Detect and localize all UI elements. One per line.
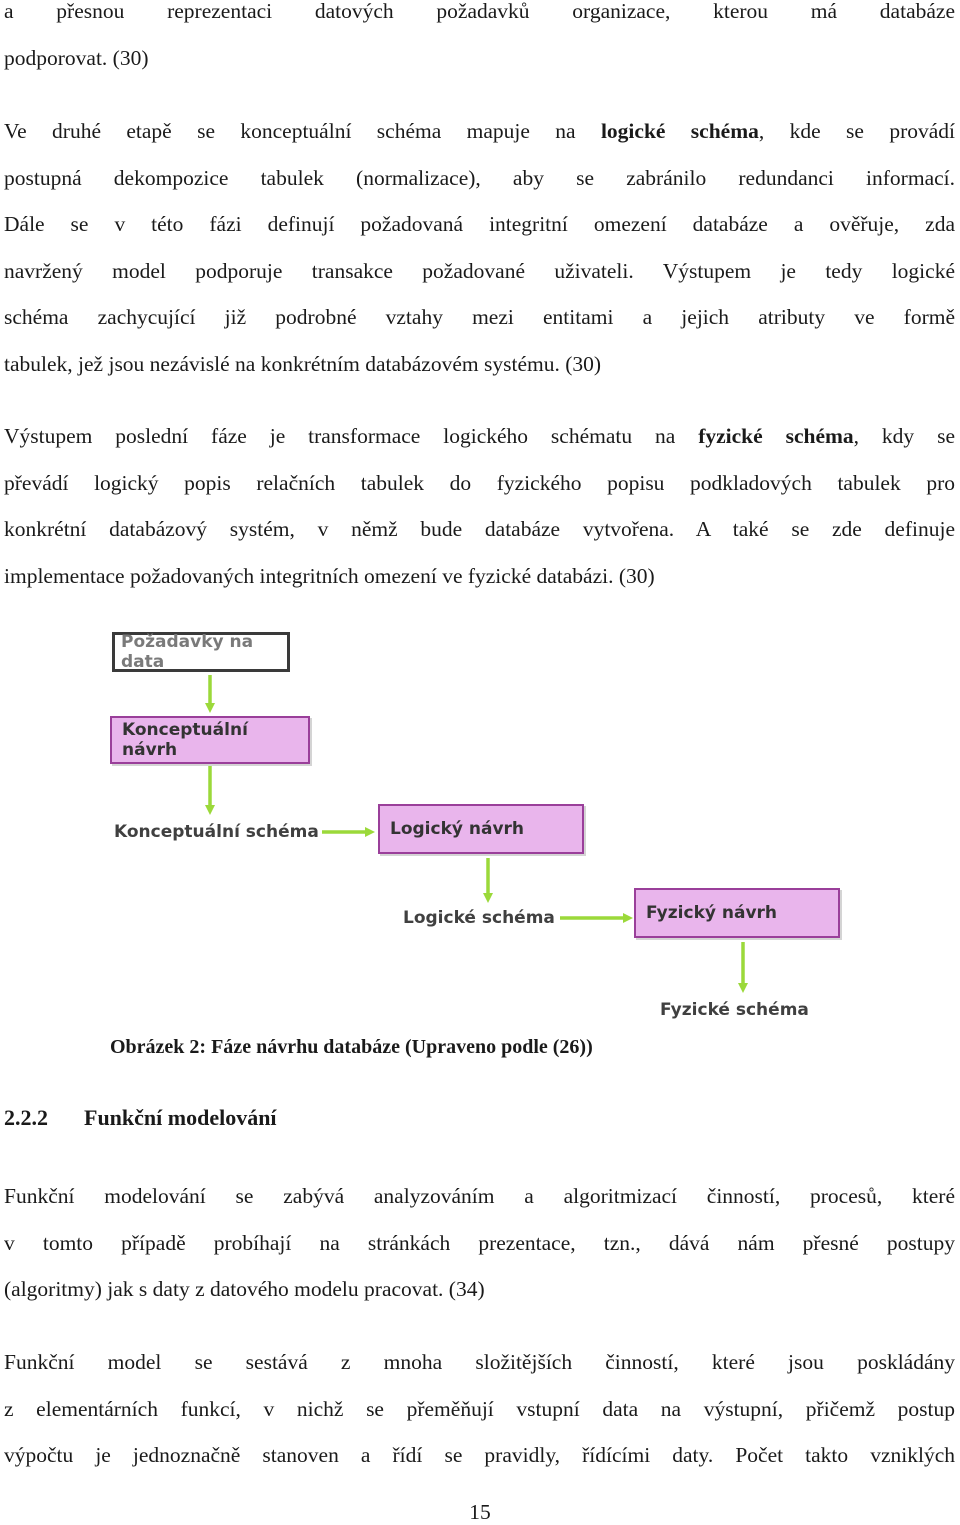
text-line: Funkční modelování se zabývá analyzováním a algoritmizací činností, procesů, které xyxy=(4,1184,955,1208)
text-line: výpočtu je jednoznačně stanoven a řídí se pravidly, řídícími daty. Počet takto vzniklých xyxy=(4,1443,955,1467)
paragraph-2 xyxy=(4,108,955,387)
page-number: 15 xyxy=(469,1500,491,1524)
text-line: Výstupem poslední fáze je transformace logického schématu na fyzické schéma, kdy se xyxy=(4,424,955,448)
section-title: Funkční modelování xyxy=(84,1105,277,1130)
text-line: Ve druhé etapě se konceptuální schéma mapuje na logické schéma, kde se provádí xyxy=(4,119,955,143)
box-logicky-navrh: Logický návrh xyxy=(378,804,584,854)
text-line: tabulek, jež jsou nezávislé na konkrétním databázovém systému. (30) xyxy=(4,351,602,376)
section-number: 2.2.2 xyxy=(4,1105,48,1130)
box-pozadavky-na-data: Požadavky na data xyxy=(112,632,290,672)
database-design-diagram xyxy=(100,620,860,1040)
text-line: převádí logický popis relačních tabulek do fyzického popisu podkladových tabulek pro xyxy=(4,470,955,495)
text-line: Funkční model se sestává z mnoha složitějších činností, které jsou poskládány xyxy=(4,1350,955,1374)
section-heading xyxy=(4,1105,277,1131)
text-line: navržený model podporuje transakce požadované uživateli. Výstupem je tedy logické xyxy=(4,258,955,283)
term-fyzicke-schema: fyzické schéma xyxy=(698,424,854,448)
paragraph-4 xyxy=(4,1173,955,1313)
text-line: konkrétní databázový systém, v němž bude databáze vytvořena. A také se zde definuje xyxy=(4,517,955,541)
text-line: postupná dekompozice tabulek (normalizace), aby se zabránilo redundanci informací. xyxy=(4,165,955,190)
label-fyzicke-schema: Fyzické schéma xyxy=(660,1000,809,1020)
text-line: v tomto případě probíhají na stránkách prezentace, tzn., dává nám přesné postupy xyxy=(4,1230,955,1255)
box-konceptualni-navrh: Konceptuální návrh xyxy=(110,716,310,764)
label-konceptualni-schema: Konceptuální schéma xyxy=(114,822,319,842)
text-line: implementace požadovaných integritních omezení ve fyzické databázi. (30) xyxy=(4,563,655,588)
figure-caption: Obrázek 2: Fáze návrhu databáze (Upraveno podle (26)) xyxy=(110,1036,593,1058)
term-logicke-schema: logické schéma xyxy=(600,119,759,143)
label-logicke-schema: Logické schéma xyxy=(403,908,555,928)
text-line: schéma zachycující již podrobné vztahy mezi entitami a jejich atributy ve formě xyxy=(4,305,955,329)
text-line: (algoritmy) jak s daty z datového modelu pracovat. (34) xyxy=(4,1277,485,1301)
paragraph-3 xyxy=(4,413,955,599)
text-line: Dále se v této fázi definují požadovaná integritní omezení databáze a ověřuje, zda xyxy=(4,212,955,236)
paragraph-5 xyxy=(4,1339,955,1479)
text-line: z elementárních funkcí, v nichž se přeměňují vstupní data na výstupní, přičemž postup xyxy=(4,1396,955,1421)
box-fyzicky-navrh: Fyzický návrh xyxy=(634,888,840,938)
text-line: podporovat. (30) xyxy=(4,45,149,70)
text-line: a přesnou reprezentaci datových požadavků organizace, kterou má databáze xyxy=(4,0,955,23)
paragraph-1 xyxy=(4,0,955,81)
